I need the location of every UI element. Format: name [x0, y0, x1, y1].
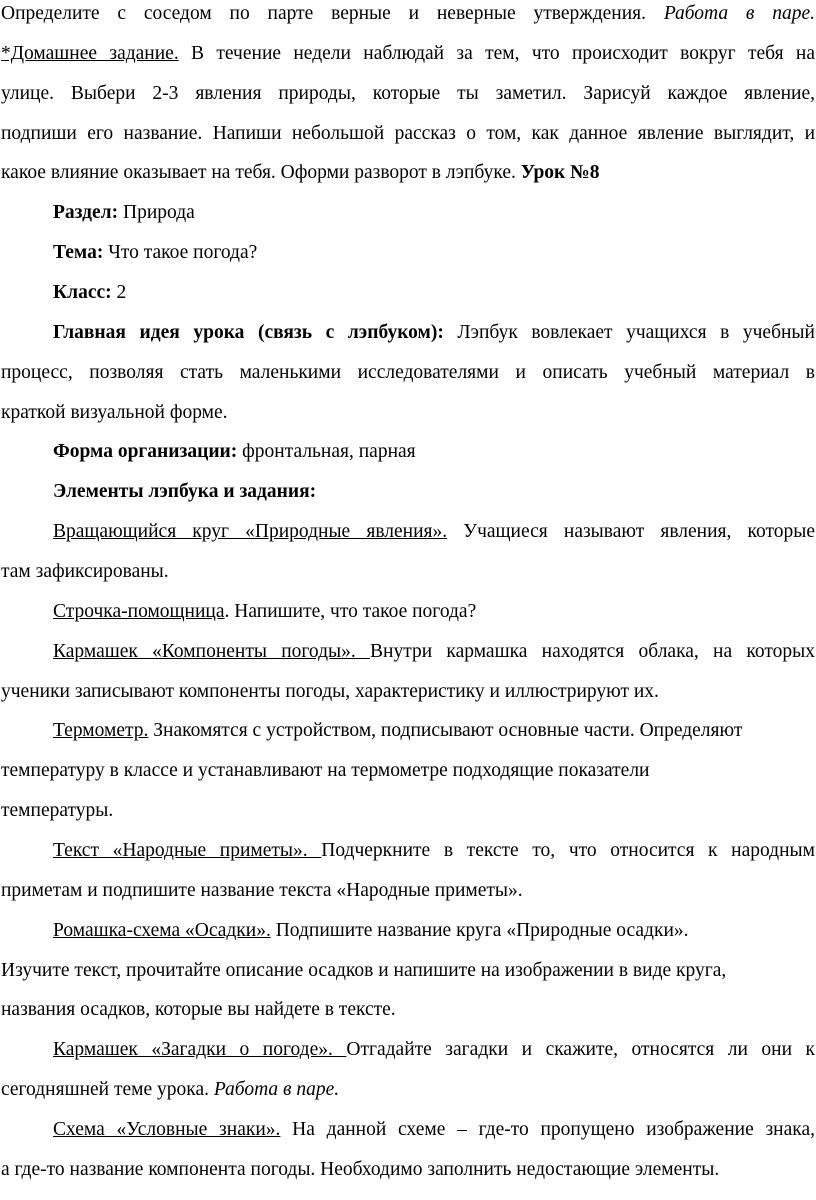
text-segment: какое влияние оказывает на тебя. Оформи разворот в лэпбуке.	[1, 162, 521, 184]
text-line	[1, 432, 815, 472]
bold-label: Главная идея урока (связь с лэпбуком):	[53, 321, 458, 343]
text-line	[1, 831, 815, 871]
bold-label: Раздел:	[53, 202, 123, 224]
text-segment: Подчеркните в тексте то, что относится к народным	[321, 840, 815, 862]
text-segment: подпиши его название. Напиши небольшой рассказ о том, как данное явление выглядит, и	[1, 122, 815, 144]
text-segment: Изучите текст, прочитайте описание осадков и напишите на изображении в виде круга,	[1, 959, 727, 981]
text-segment: Знакомятся с устройством, подписывают основные части. Определяют	[148, 720, 743, 742]
text-segment: а где-то название компонента погоды. Необходимо заполнить недостающие элементы.	[1, 1158, 720, 1180]
bold-label: Тема:	[53, 242, 109, 264]
text-segment: Подпишите название круга «Природные осадки».	[270, 919, 689, 941]
text-line	[1, 233, 815, 273]
underlined-heading: *Домашнее задание.	[1, 42, 179, 64]
text-segment: краткой визуальной форме.	[1, 401, 228, 423]
text-line	[1, 791, 815, 831]
text-line	[1, 1030, 815, 1070]
text-line	[1, 871, 815, 911]
bold-label: Класс:	[53, 282, 117, 304]
text-segment: В течение недели наблюдай за тем, что происходит вокруг тебя на	[178, 42, 815, 64]
text-line	[1, 153, 815, 193]
underlined-heading: Строчка-помощница	[53, 600, 225, 622]
text-segment: Отгадайте загадки и скажите, относятся ли они к	[346, 1039, 815, 1061]
underlined-heading: Термометр.	[53, 720, 149, 742]
text-segment: сегодняшней теме урока.	[1, 1079, 214, 1101]
text-line	[1, 34, 815, 74]
bold-label: Урок №8	[520, 162, 600, 184]
lesson-plan-document	[1, 0, 815, 1190]
text-line	[1, 512, 815, 552]
text-segment: 2	[116, 282, 127, 304]
text-segment: ученики записывают компоненты погоды, характеристику и иллюстрируют их.	[1, 680, 659, 702]
text-line	[1, 353, 815, 393]
text-segment: Природа	[122, 202, 195, 224]
text-line	[1, 0, 815, 34]
text-line	[1, 1070, 815, 1110]
text-line	[1, 951, 815, 991]
italic-note: Работа в паре.	[213, 1079, 340, 1101]
underlined-heading: Схема «Условные знаки».	[53, 1119, 281, 1141]
text-line	[1, 751, 815, 791]
text-line	[1, 313, 815, 353]
text-segment: Определите с соседом по парте верные и неверные утверждения.	[1, 3, 664, 24]
text-line	[1, 672, 815, 712]
text-line	[1, 393, 815, 433]
text-segment: . Напишите, что такое погода?	[224, 600, 477, 622]
text-segment: Лэпбук вовлекает учащихся в учебный	[457, 321, 815, 343]
underlined-heading: Ромашка-схема «Осадки».	[53, 919, 271, 941]
text-line	[1, 592, 815, 632]
text-line	[1, 711, 815, 751]
text-segment: там зафиксированы.	[1, 561, 169, 583]
text-segment: названия осадков, которые вы найдете в тексте.	[1, 999, 396, 1021]
text-segment: Что такое погода?	[108, 242, 258, 264]
text-line	[1, 472, 815, 512]
italic-note: Работа в паре.	[663, 3, 815, 24]
bold-label: Форма организации:	[53, 441, 243, 463]
text-segment: улице. Выбери 2-3 явления природы, которые ты заметил. Зарисуй каждое явление,	[1, 82, 815, 104]
text-line	[1, 990, 815, 1030]
text-line	[1, 911, 815, 951]
text-segment: приметам и подпишите название текста «Народные приметы».	[1, 879, 523, 901]
underlined-heading: Кармашек «Загадки о погоде».	[53, 1039, 347, 1061]
text-line	[1, 193, 815, 233]
text-segment: Учащиеся называют явления, которые	[447, 521, 815, 543]
text-line	[1, 273, 815, 313]
text-segment: фронтальная, парная	[242, 441, 416, 463]
text-line	[1, 632, 815, 672]
text-segment: Внутри кармашка находятся облака, на которых	[370, 640, 815, 662]
text-line	[1, 1110, 815, 1150]
text-line	[1, 114, 815, 154]
text-segment: На данной схеме – где-то пропущено изображение знака,	[280, 1119, 815, 1141]
text-line	[1, 74, 815, 114]
bold-label: Элементы лэпбука и задания:	[53, 481, 317, 503]
underlined-heading: Кармашек «Компоненты погоды».	[53, 640, 371, 662]
text-segment: процесс, позволяя стать маленькими исследователями и описать учебный материал в	[1, 361, 815, 383]
underlined-heading: Текст «Народные приметы».	[53, 840, 322, 862]
text-line	[1, 552, 815, 592]
underlined-heading: Вращающийся круг «Природные явления».	[53, 521, 448, 543]
text-line	[1, 1150, 815, 1190]
text-segment: температуры.	[1, 800, 114, 822]
text-segment: температуру в классе и устанавливают на термометре подходящие показатели	[1, 760, 650, 782]
